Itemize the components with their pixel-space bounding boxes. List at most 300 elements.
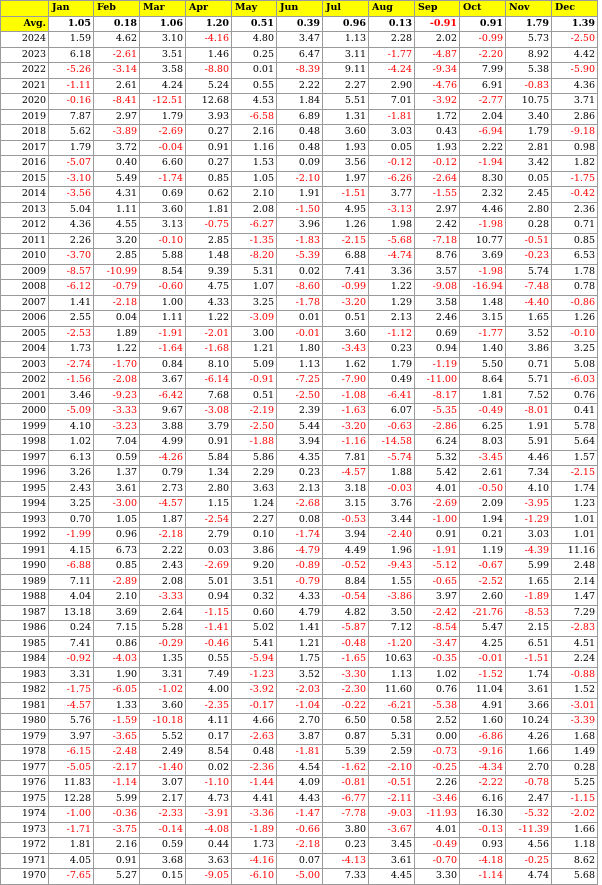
return-cell: 2.26 [415, 776, 460, 792]
year-label: 2008 [1, 280, 49, 296]
return-cell: 4.66 [232, 714, 277, 730]
return-cell: 2.70 [506, 760, 552, 776]
return-cell: 1.05 [94, 512, 140, 528]
return-cell: -1.59 [94, 714, 140, 730]
header-row [1, 1, 598, 17]
return-cell: 1.26 [323, 218, 369, 234]
return-cell: 4.62 [94, 32, 140, 48]
return-cell: 0.05 [506, 171, 552, 187]
return-cell: 3.71 [552, 94, 598, 110]
return-cell: 2.42 [415, 218, 460, 234]
return-cell: 0.51 [323, 311, 369, 327]
return-cell: -3.43 [323, 342, 369, 358]
return-cell: 1.94 [460, 512, 506, 528]
return-cell: -7.90 [323, 373, 369, 389]
return-cell: 4.51 [552, 636, 598, 652]
return-cell: 11.83 [49, 776, 94, 792]
return-cell: -0.22 [323, 698, 369, 714]
column-header-may: May [232, 1, 277, 17]
return-cell: 4.33 [277, 590, 323, 606]
return-cell: 0.17 [186, 729, 232, 745]
return-cell: 2.32 [460, 187, 506, 203]
return-cell: -3.70 [49, 249, 94, 265]
table-row [1, 109, 598, 125]
return-cell: -0.13 [460, 822, 506, 838]
return-cell: -16.94 [460, 280, 506, 296]
return-cell: -1.77 [460, 326, 506, 342]
return-cell: 9.11 [323, 63, 369, 79]
return-cell: -4.34 [460, 760, 506, 776]
return-cell: 8.54 [140, 264, 186, 280]
return-cell: -1.00 [415, 512, 460, 528]
return-cell: 6.47 [277, 47, 323, 63]
return-cell: -0.91 [232, 373, 277, 389]
return-cell: -6.10 [232, 869, 277, 885]
return-cell: 2.48 [552, 559, 598, 575]
year-label: 2001 [1, 388, 49, 404]
year-label: 2009 [1, 264, 49, 280]
return-cell: 1.81 [186, 202, 232, 218]
return-cell: -9.23 [94, 388, 140, 404]
return-cell: 2.02 [415, 32, 460, 48]
return-cell: -2.69 [415, 497, 460, 513]
return-cell: 0.62 [186, 187, 232, 203]
return-cell: 1.53 [232, 156, 277, 172]
return-cell: -2.61 [94, 47, 140, 63]
return-cell: 6.16 [460, 791, 506, 807]
return-cell: -3.13 [369, 202, 415, 218]
return-cell: 1.82 [552, 156, 598, 172]
return-cell: -12.51 [140, 94, 186, 110]
return-cell: 0.79 [140, 466, 186, 482]
return-cell: 2.04 [460, 109, 506, 125]
return-cell: 16.30 [460, 807, 506, 823]
return-cell: 2.43 [49, 481, 94, 497]
return-cell: 1.79 [49, 140, 94, 156]
return-cell: -4.03 [94, 652, 140, 668]
table-row [1, 683, 598, 699]
return-cell: 1.35 [140, 652, 186, 668]
return-cell: 13.18 [49, 605, 94, 621]
return-cell: 0.76 [552, 388, 598, 404]
return-cell: 0.40 [94, 156, 140, 172]
year-label: 1983 [1, 667, 49, 683]
return-cell: 5.08 [552, 357, 598, 373]
return-cell: -6.12 [49, 280, 94, 296]
return-cell: -0.10 [140, 233, 186, 249]
return-cell: 2.15 [506, 621, 552, 637]
return-cell: 2.22 [277, 78, 323, 94]
table-row [1, 574, 598, 590]
return-cell: -8.39 [277, 63, 323, 79]
year-label: 2021 [1, 78, 49, 94]
return-cell: -2.22 [460, 776, 506, 792]
return-cell: 5.25 [552, 776, 598, 792]
return-cell: -2.74 [49, 357, 94, 373]
return-cell: 5.04 [49, 202, 94, 218]
year-label: 2018 [1, 125, 49, 141]
return-cell: 2.16 [232, 125, 277, 141]
return-cell: -5.94 [232, 652, 277, 668]
return-cell: 1.68 [552, 729, 598, 745]
return-cell: -9.03 [369, 807, 415, 823]
return-cell: -2.08 [94, 373, 140, 389]
return-cell: -5.39 [277, 249, 323, 265]
return-cell: 4.25 [460, 636, 506, 652]
return-cell: 3.88 [140, 419, 186, 435]
return-cell: 0.85 [186, 171, 232, 187]
return-cell: -0.17 [232, 698, 277, 714]
table-row [1, 156, 598, 172]
header-corner-cell [1, 1, 49, 17]
return-cell: 3.79 [186, 419, 232, 435]
return-cell: -3.95 [506, 497, 552, 513]
return-cell: -3.08 [186, 404, 232, 420]
return-cell: -2.20 [460, 47, 506, 63]
return-cell: 3.61 [506, 683, 552, 699]
return-cell: -2.86 [415, 419, 460, 435]
return-cell: 2.10 [94, 590, 140, 606]
table-row [1, 528, 598, 544]
return-cell: 0.08 [277, 512, 323, 528]
return-cell: -9.08 [415, 280, 460, 296]
return-cell: -3.39 [552, 714, 598, 730]
return-cell: 6.25 [460, 419, 506, 435]
return-cell: 2.85 [94, 249, 140, 265]
return-cell: 0.41 [552, 404, 598, 420]
return-cell: -2.50 [552, 32, 598, 48]
return-cell: -2.30 [323, 683, 369, 699]
year-label: 1990 [1, 559, 49, 575]
year-label: 2020 [1, 94, 49, 110]
return-cell: -2.11 [369, 791, 415, 807]
return-cell: 1.24 [232, 497, 277, 513]
return-cell: 0.24 [49, 621, 94, 637]
table-row [1, 512, 598, 528]
return-cell: 3.11 [323, 47, 369, 63]
return-cell: 2.43 [140, 559, 186, 575]
return-cell: -9.43 [369, 559, 415, 575]
return-cell: 1.22 [369, 280, 415, 296]
return-cell: 0.84 [140, 357, 186, 373]
return-cell: 0.25 [232, 47, 277, 63]
return-cell: -0.83 [506, 78, 552, 94]
return-cell: -4.79 [277, 543, 323, 559]
table-row [1, 125, 598, 141]
return-cell: 2.28 [369, 32, 415, 48]
return-cell: 7.99 [460, 63, 506, 79]
return-cell: 0.87 [323, 729, 369, 745]
return-cell: 0.55 [232, 78, 277, 94]
return-cell: 3.60 [140, 202, 186, 218]
return-cell: -2.10 [369, 760, 415, 776]
return-cell: -1.74 [277, 528, 323, 544]
year-label: 2005 [1, 326, 49, 342]
return-cell: 0.86 [94, 636, 140, 652]
return-cell: -4.57 [140, 497, 186, 513]
return-cell: 5.99 [506, 559, 552, 575]
return-cell: 11.60 [369, 683, 415, 699]
return-cell: -2.17 [94, 760, 140, 776]
return-cell: 1.79 [369, 357, 415, 373]
table-row [1, 853, 598, 869]
year-label: 1982 [1, 683, 49, 699]
return-cell: 12.68 [186, 94, 232, 110]
return-cell: 1.66 [506, 745, 552, 761]
return-cell: 3.25 [232, 295, 277, 311]
average-cell: 0.39 [277, 16, 323, 32]
year-label: 2015 [1, 171, 49, 187]
return-cell: 2.60 [460, 590, 506, 606]
return-cell: 1.11 [94, 202, 140, 218]
return-cell: 3.25 [552, 342, 598, 358]
table-row [1, 543, 598, 559]
return-cell: 1.89 [94, 326, 140, 342]
return-cell: 2.14 [552, 574, 598, 590]
return-cell: 1.59 [49, 32, 94, 48]
return-cell: 3.00 [232, 326, 277, 342]
year-label: 1993 [1, 512, 49, 528]
table-row [1, 838, 598, 854]
return-cell: 7.49 [186, 667, 232, 683]
return-cell: 2.73 [140, 481, 186, 497]
return-cell: -1.15 [552, 791, 598, 807]
return-cell: -2.03 [277, 683, 323, 699]
return-cell: -6.58 [232, 109, 277, 125]
year-label: 2014 [1, 187, 49, 203]
year-label: 1981 [1, 698, 49, 714]
return-cell: -3.20 [323, 295, 369, 311]
return-cell: -1.20 [369, 636, 415, 652]
return-cell: 4.10 [49, 419, 94, 435]
return-cell: 5.28 [140, 621, 186, 637]
return-cell: 3.10 [140, 32, 186, 48]
return-cell: -9.34 [415, 63, 460, 79]
return-cell: 1.13 [369, 667, 415, 683]
return-cell: 3.63 [186, 853, 232, 869]
return-cell: 0.49 [369, 373, 415, 389]
return-cell: 5.49 [94, 171, 140, 187]
return-cell: 5.71 [506, 373, 552, 389]
return-cell: -2.40 [369, 528, 415, 544]
return-cell: 3.31 [140, 667, 186, 683]
return-cell: 3.50 [369, 605, 415, 621]
return-cell: 3.51 [232, 574, 277, 590]
return-cell: 5.52 [140, 729, 186, 745]
year-label: 2017 [1, 140, 49, 156]
return-cell: 4.95 [323, 202, 369, 218]
column-header-mar: Mar [140, 1, 186, 17]
return-cell: 9.20 [232, 559, 277, 575]
return-cell: 4.35 [277, 450, 323, 466]
return-cell: 9.67 [140, 404, 186, 420]
year-label: 1974 [1, 807, 49, 823]
return-cell: -0.67 [460, 559, 506, 575]
return-cell: -4.26 [140, 450, 186, 466]
return-cell: 7.29 [552, 605, 598, 621]
return-cell: -1.47 [277, 807, 323, 823]
column-header-jul: Jul [323, 1, 369, 17]
return-cell: 2.97 [94, 109, 140, 125]
return-cell: -8.54 [415, 621, 460, 637]
year-label: 2002 [1, 373, 49, 389]
return-cell: -6.15 [49, 745, 94, 761]
year-label: 1988 [1, 590, 49, 606]
return-cell: 3.61 [369, 853, 415, 869]
year-label: 2022 [1, 63, 49, 79]
return-cell: -3.30 [323, 667, 369, 683]
return-cell: 11.16 [552, 543, 598, 559]
return-cell: 7.87 [49, 109, 94, 125]
table-row [1, 466, 598, 482]
return-cell: -4.24 [369, 63, 415, 79]
year-label: 1987 [1, 605, 49, 621]
return-cell: -1.71 [49, 822, 94, 838]
average-row-label: Avg. [1, 16, 49, 32]
year-label: 2013 [1, 202, 49, 218]
return-cell: 0.69 [415, 326, 460, 342]
table-row [1, 171, 598, 187]
return-cell: 8.64 [460, 373, 506, 389]
return-cell: -3.10 [49, 171, 94, 187]
return-cell: -3.23 [94, 419, 140, 435]
return-cell: 7.33 [323, 869, 369, 885]
return-cell: 4.15 [49, 543, 94, 559]
return-cell: 1.13 [323, 32, 369, 48]
return-cell: -1.50 [277, 202, 323, 218]
return-cell: 6.18 [49, 47, 94, 63]
return-cell: -0.79 [94, 280, 140, 296]
return-cell: -5.32 [506, 807, 552, 823]
return-cell: 0.09 [277, 156, 323, 172]
year-label: 2024 [1, 32, 49, 48]
return-cell: -6.42 [140, 388, 186, 404]
table-row [1, 32, 598, 48]
return-cell: -0.50 [460, 481, 506, 497]
table-body [1, 16, 598, 884]
year-label: 2019 [1, 109, 49, 125]
return-cell: -5.35 [415, 404, 460, 420]
return-cell: -0.23 [506, 249, 552, 265]
table-row [1, 419, 598, 435]
return-cell: 0.48 [277, 125, 323, 141]
return-cell: -6.77 [323, 791, 369, 807]
return-cell: 5.41 [232, 636, 277, 652]
return-cell: 10.24 [506, 714, 552, 730]
year-label: 1999 [1, 419, 49, 435]
return-cell: -1.98 [460, 218, 506, 234]
return-cell: 1.78 [552, 264, 598, 280]
return-cell: -1.08 [323, 388, 369, 404]
return-cell: 5.27 [94, 869, 140, 885]
return-cell: 4.05 [49, 853, 94, 869]
return-cell: 6.91 [460, 78, 506, 94]
return-cell: 5.74 [506, 264, 552, 280]
average-cell: 0.96 [323, 16, 369, 32]
return-cell: 3.76 [369, 497, 415, 513]
year-label: 1972 [1, 838, 49, 854]
return-cell: 1.18 [552, 838, 598, 854]
return-cell: 2.13 [277, 481, 323, 497]
return-cell: 0.78 [552, 280, 598, 296]
return-cell: -1.14 [94, 776, 140, 792]
return-cell: 6.89 [277, 109, 323, 125]
year-label: 1989 [1, 574, 49, 590]
return-cell: 0.48 [277, 140, 323, 156]
return-cell: 2.79 [186, 528, 232, 544]
return-cell: 1.74 [506, 667, 552, 683]
return-cell: 0.43 [415, 125, 460, 141]
table-row [1, 342, 598, 358]
return-cell: 1.07 [232, 280, 277, 296]
return-cell: -4.40 [506, 295, 552, 311]
year-label: 1995 [1, 481, 49, 497]
return-cell: 4.41 [232, 791, 277, 807]
return-cell: -8.01 [506, 404, 552, 420]
return-cell: 0.04 [94, 311, 140, 327]
year-label: 1971 [1, 853, 49, 869]
return-cell: 3.36 [369, 264, 415, 280]
return-cell: 1.57 [552, 450, 598, 466]
return-cell: -1.23 [232, 667, 277, 683]
return-cell: 8.92 [506, 47, 552, 63]
return-cell: 1.72 [415, 109, 460, 125]
return-cell: -1.65 [323, 652, 369, 668]
return-cell: 5.02 [232, 621, 277, 637]
year-label: 2003 [1, 357, 49, 373]
return-cell: -0.92 [49, 652, 94, 668]
table-row [1, 636, 598, 652]
average-cell: -0.91 [415, 16, 460, 32]
return-cell: 3.94 [323, 528, 369, 544]
year-label: 1970 [1, 869, 49, 885]
return-cell: -1.14 [460, 869, 506, 885]
return-cell: 3.52 [506, 326, 552, 342]
return-cell: 3.03 [506, 528, 552, 544]
return-cell: 0.02 [277, 264, 323, 280]
return-cell: 5.44 [277, 419, 323, 435]
return-cell: 8.30 [460, 171, 506, 187]
return-cell: 3.42 [506, 156, 552, 172]
return-cell: 4.11 [186, 714, 232, 730]
return-cell: 7.04 [94, 435, 140, 451]
return-cell: -1.41 [186, 621, 232, 637]
return-cell: 2.36 [552, 202, 598, 218]
return-cell: 8.10 [186, 357, 232, 373]
return-cell: -0.10 [552, 326, 598, 342]
return-cell: -2.69 [140, 125, 186, 141]
return-cell: -11.00 [415, 373, 460, 389]
return-cell: 1.88 [369, 466, 415, 482]
return-cell: 2.97 [415, 202, 460, 218]
return-cell: -2.53 [49, 326, 94, 342]
return-cell: 0.55 [186, 652, 232, 668]
return-cell: 3.44 [369, 512, 415, 528]
return-cell: 2.55 [49, 311, 94, 327]
table-row [1, 295, 598, 311]
return-cell: -6.03 [552, 373, 598, 389]
return-cell: 3.68 [140, 853, 186, 869]
return-cell: -2.83 [552, 621, 598, 637]
return-cell: -2.48 [94, 745, 140, 761]
table-row [1, 373, 598, 389]
return-cell: -3.36 [232, 807, 277, 823]
column-header-dec: Dec [552, 1, 598, 17]
return-cell: 3.87 [277, 729, 323, 745]
return-cell: -6.05 [94, 683, 140, 699]
return-cell: -4.57 [49, 698, 94, 714]
table-row [1, 404, 598, 420]
